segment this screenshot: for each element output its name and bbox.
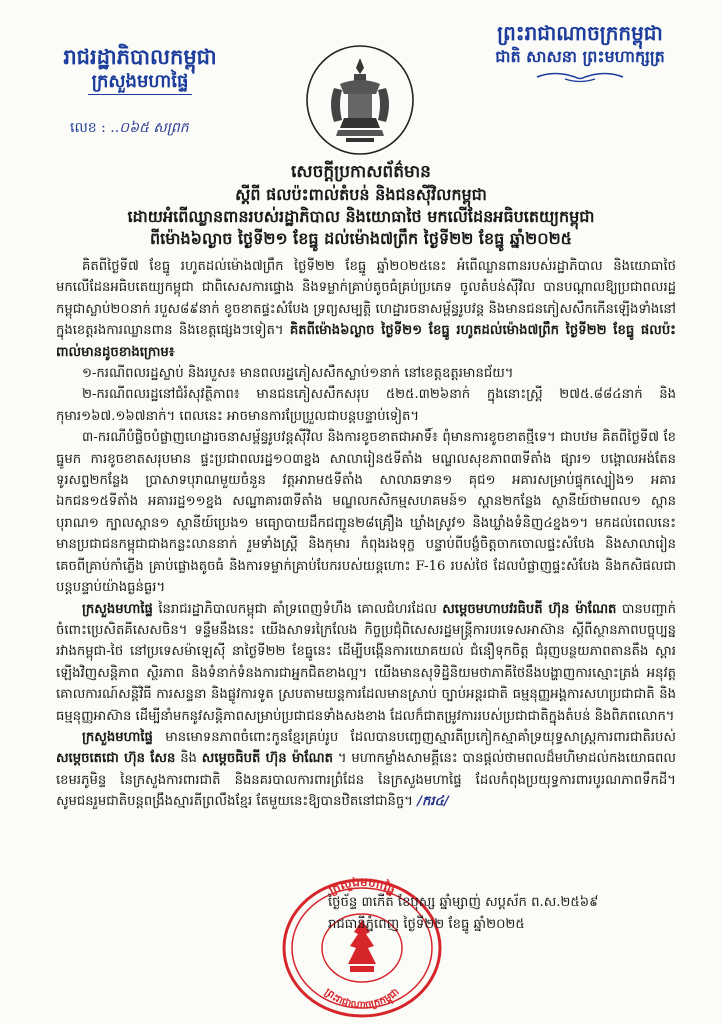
- document-subject-cause: ដោយអំពើឈ្លានពានរបស់រដ្ឋាភិបាល និងយោធាថៃ មកលើដែនអធិបតេយ្យកម្ពុជា: [127, 207, 595, 226]
- handwritten-mark: /ករ៤/: [417, 794, 449, 810]
- paragraph-damage: ៣-ករណីបំផ្លិចបំផ្លាញហេដ្ឋារចនាសម្ព័ន្ធរូបវន្តស៊ីវិល និងការខូចខាតជាអាទិ៍៖ ពុំមានការខូចខាតថ្មីទេ។ ជាបឋម គិតពីថ្ងៃទី៧ ខែធ្នូមក ការខូចខាតសរុបមាន ផ្ទះប្រជាពលរដ្ឋ១០៣ខ្នង សាលារៀន៥ទីតាំង មណ្ឌលសុខភាព៣ទីតាំង ផ្សារ១ បង្គោលអង់តែនទូរសព្ទ២កន្លែង ប្រាសាទបុរាណមួយចំនួន វត្តអារាម៥ទីតាំង សាលាឆទាន១ គុជ១ អគារសម្រាប់ផ្ទុកស្បៀង១ អគារឯកជន១៥ទីតាំង អគាររដ្ឋ១១ខ្នង សណ្ឋាគារ៣ទីតាំង មណ្ឌលកសិកម្មសហគមន៍១ ស្ពាន២កន្លែង ស្ថានីយ៍ថាមពល១ ស្ពានបុរាណ១ ក្បាលស្ពាន១ ស្ថានីយ៍ប្រេង១ មធ្យោបាយដឹកជញ្ជូន២៨គ្រឿង ឃ្លាំងស្រូវ១ និងឃ្លាំងទំនិញ៤ខ្នង១។ មកដល់ពេលនេះ មានប្រជាជនកម្ពុជាជាងកន្លះលាននាក់ រួមទាំងស្ត្រី និងកុមារ កំពុងរងទុក្ខ បន្ទាប់ពីបង្ខំចិត្តចាកចោលផ្ទះសំបែង និងសាលារៀន គេចពីគ្រាប់កាំភ្លើង គ្រាប់ផ្លោងតូចធំ និងការទម្លាក់គ្រាប់បែករបស់យន្តហោះ F-16 របស់ថៃ ដែលបំផ្លាញផ្ទះសំបែង និងកសិផលជាបន្តបន្ទាប់យ៉ាងធ្ងន់ធ្ងរ។: [56, 430, 676, 596]
- issuing-ministry-header: [40, 44, 240, 95]
- ornament-divider-icon: [535, 70, 625, 84]
- document-body: [56, 256, 676, 813]
- paragraph-overview: គិតពីថ្ងៃទី៧ ខែធ្នូ រហូតដល់ម៉ោង៧ព្រឹក ថ្ងៃទី២២ ខែធ្នូ ឆ្នាំ២០២៥នេះ អំពើឈ្លានពានរបស់រដ្ឋាភិបាល និងយោធាថៃ មកលើដែនអធិបតេយ្យកម្ពុជា ជាពិសេសការផ្ទោង និងទម្លាក់គ្រាប់តូចធំគ្រប់ប្រភេទ ចូលតំបន់ស៊ីវិល បានបណ្តាលឱ្យប្រជាពលរដ្ឋកម្ពុជាស្លាប់២០នាក់ របួស៨៩នាក់ ខូចខាតផ្ទះសំបែង ទ្រព្យសម្បត្តិ ហេដ្ឋារចនាសម្ព័ន្ធរូបវន្ត និងមានជនភៀសសឹកកើនឡើងទាំងនៅក្នុងខេត្តរងការឈ្លានពាន និងខេត្តផ្សេងៗទៀត។ គិតពីម៉ោង៦ល្ងាច ថ្ងៃទី២១ ខែធ្នូ រហូតដល់ម៉ោង៧ព្រឹក ថ្ងៃទី២២ ខែធ្នូ ផលប៉ះពាល់មានដូចខាងក្រោម៖: [56, 259, 676, 360]
- kingdom-header: [460, 20, 700, 84]
- date-block: [328, 892, 688, 936]
- national-emblem: [304, 44, 416, 156]
- paragraph-overview-bold: គិតពីម៉ោង៦ល្ងាច ថ្ងៃទី២១ ខែធ្នូ រហូតដល់ម៉ោង៧ព្រឹក ថ្ងៃទី២២ ខែធ្នូ ផលប៉ះពាល់មានដូចខាងក្រោម៖: [56, 323, 676, 360]
- emblem-icon: [304, 44, 416, 156]
- document-title-block: [40, 160, 682, 250]
- reference-value: ..០៦៥ សព្រក: [110, 120, 189, 136]
- seal-bottom-text: ព្រះរាជាណាចក្រកម្ពុជា: [322, 986, 402, 1012]
- reference-number: [70, 118, 189, 139]
- paragraph-shelters: ២-ករណីពលរដ្ឋនៅជំរំសុវត្ថិភាព៖ មានជនភៀសសឹកសរុប ៥២៥.៣២៦នាក់ ក្នុងនោះស្ត្រី ២៧៥.៨៨៤នាក់ និងកុមារ១៦៧.១៦៧នាក់។ ពេលនេះ អាចមានការប្រែប្រួលជាបន្តបន្ទាប់ទៀត។: [56, 387, 676, 424]
- document-subject: ស្តីពី ផលប៉ះពាល់តំបន់ និងជនស៊ីវិលកម្ពុជា: [235, 185, 487, 204]
- document-title: សេចក្តីប្រកាសព័ត៌មាន: [291, 162, 431, 182]
- document-period: ពីម៉ោង៦ល្ងាច ថ្ងៃទី២១ ខែធ្នូ ដល់ម៉ោង៧ព្រឹក ថ្ងៃទី២២ ខែធ្នូ ឆ្នាំ២០២៥: [149, 229, 572, 248]
- ministry-name: ក្រសួងមហាផ្ទៃ: [88, 70, 193, 95]
- kingdom-name: ព្រះរាជាណាចក្រកម្ពុជា: [497, 21, 663, 45]
- paragraph-casualties: ១-ករណីពលរដ្ឋស្លាប់ និងរបួស៖ មានពលរដ្ឋភៀសសឹកស្លាប់១នាក់ នៅខេត្តឧត្តរមានជ័យ។: [82, 366, 514, 382]
- reference-label: លេខ :: [70, 120, 106, 136]
- svg-text:ព្រះរាជាណាចក្រកម្ពុជា: [322, 987, 401, 1012]
- paragraph-ministry-pride: ក្រសួងមហាផ្ទៃ មានមោទនភាពចំពោះកូនខ្មែរគ្រប់រូប ដែលបានបញ្ចេញស្មារតីប្រកៀកស្មាគាំទ្រយុទ្ធសាស្ត្រការពារជាតិរបស់ សម្តេចតេជោ ហ៊ុន សែន និង សម្តេចធិបតី ហ៊ុន ម៉ាណែត ។ មហាកម្លាំងសាមគ្គីនេះ បានផ្តល់ថាមពលដ៏មហិមាដល់កងយោធពលខេមរភូមិន្ទ នៃក្រសួងការពារជាតិ និងនគរបាលការពារព្រំដែន នៃក្រសួងមហាផ្ទៃ ដែលកំពុងប្រយុទ្ធការពារបូរណភាពទឹកដី។ សូមជនរួមជាតិបន្តពង្រឹងស្មារតីព្រលឹងខ្មែរ តែមួយនេះឱ្យបានឋិតនៅជានិច្ច។ /ករ៤/: [56, 729, 676, 810]
- solar-date: រាជធានីភ្នំពេញ ថ្ងៃទី២២ ខែធ្នូ ឆ្នាំ២០២៥: [328, 917, 525, 932]
- national-motto: ជាតិ សាសនា ព្រះមហាក្សត្រ: [495, 47, 665, 66]
- government-name: រាជរដ្ឋាភិបាលកម្ពុជា: [63, 44, 217, 69]
- paragraph-ministry-support: ក្រសួងមហាផ្ទៃ នៃរាជរដ្ឋាភិបាលកម្ពុជា គាំទ្រពេញទំហឹង គោលជំហរដែល សម្តេចមហាបវរធិបតី ហ៊ុន ម៉ាណែត បានបញ្ជាក់ចំពោះប្រេសិតគីសេសចិន។ ទន្ទឹមនឹងនេះ យើងសាទរក្រៃលែង កិច្ចប្រជុំពិសេសរដ្ឋមន្ត្រីការបរទេសអាស៊ាន ស្តីពីស្ថានភាពបច្ចុប្បន្ន រវាងកម្ពុជា-ថៃ នៅប្រទេសម៉ាឡេស៊ី នាថ្ងៃទី២២ ខែធ្នូនេះ ដើម្បីបង្កើនការយោគយល់ ជំនឿទុកចិត្ត ជំរុញបន្ថយភាពតានតឹង ស្តារឡើងវិញសន្តិភាព ស្ថិរភាព និងទំនាក់ទំនងការជាអ្នកជិតខាងល្អ។ យើងមានសុទិដ្ឋិនិយមថាភាគីថៃនឹងបង្ហាញការស្មោះត្រង់ អនុវត្តគោលការណ៍សន្តិវិធី ការសន្ទនា និងផ្លូវការទូត ស្របតាមយន្តការដែលមានស្រាប់ ច្បាប់អន្តរជាតិ ធម្មនុញ្ញអង្គការសហប្រជាជាតិ និងធម្មនុញ្ញអាស៊ាន ដើម្បីនាំមកនូវសន្តិភាពសម្រាប់ប្រជាជនទាំងសងខាង ដែលក៏ជាតម្រូវការរបស់ប្រជាជាតិក្នុងតំបន់ និងពិភពលោក។: [56, 601, 676, 724]
- seal-top-text: ក្រសួងមហាផ្ទៃ: [326, 874, 398, 897]
- lunar-date: ថ្ងៃច័ន្ទ ៣កើត ខែបុស្ស ឆ្នាំម្សាញ់ សប្តស័ក ព.ស.២៥៦៩: [328, 895, 599, 910]
